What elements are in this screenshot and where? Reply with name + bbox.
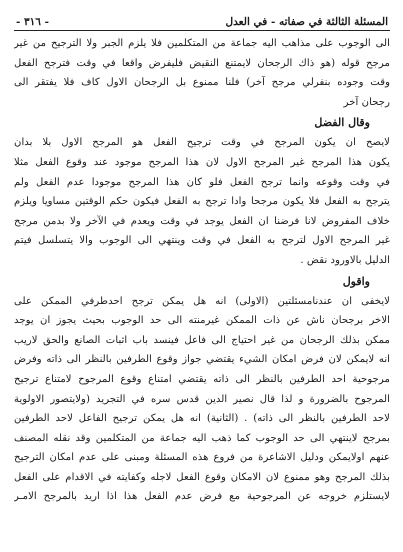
header-rule bbox=[14, 30, 390, 31]
paragraph-3 bbox=[14, 292, 390, 508]
text-line: الاخر برجحان ناش عن ذات الممكن غيرمنته الى حد الوجوب بحيث يجوز ان يوجد bbox=[14, 315, 390, 327]
text-line: لاحد الطرفين بالنظر الى ذاته) . (الثانية) انه هل يمكن ترجيح الفاعل لاحد الطرفين bbox=[14, 413, 390, 425]
book-page bbox=[14, 6, 390, 546]
text-line: الى الوجوب على مذاهب اليه جماعة من المتكلمين فلا يلزم الجبر ولا الترجيح من غير bbox=[14, 38, 390, 49]
text-line: خلاف المفروض لانا فرضنا ان الفعل يوجد في وقت ويعدم في الآخر ولا بدمن مرجح bbox=[14, 215, 390, 227]
running-title: المسئلة الثالثة في صفاته - في العدل bbox=[225, 16, 388, 28]
text-line: مرجح قوله (هو ذاك الرجحان لايمتنع النقيض فليفرض واقعا في وقت فترجح الفعل bbox=[14, 57, 390, 69]
text-line: غير المرجح الاول لترجح به الفعل في وقت وينتهي الى الوجوب والا يتسلسل فيتم bbox=[14, 235, 390, 247]
paragraph-1 bbox=[14, 34, 390, 112]
text-line: يكون هذا المرجح غير المرجح الاول لان هذا المرجح موجود عند وقوع الفعل مثلا bbox=[14, 156, 390, 168]
text-line: عنهم اولايمكن ودليل الاشاعرة من فروع هذه المسئلة ومبنى على عدم امكان الترجيح bbox=[14, 452, 390, 464]
text-line: في وقت وقوعه وانما ترجح الفعل فلو كان هذا المرجح موجودا عدم الفعل ولم bbox=[14, 176, 390, 188]
text-line: بمرجح لاينتهي الى حد الوجوب كما ذهب اليه جماعة من المتكلمين وقد نقله المصنف bbox=[14, 432, 390, 444]
text-line: الدليل بالاورود نقض . bbox=[300, 254, 390, 266]
text-line: بذلك المرجح وهو ممنوع لان الامكان وقوع الفعل لاجله وكفايته في الاقدام على الفعل bbox=[14, 471, 390, 483]
text-line: ممكن بذلك الرجحان من غير احتياج الى فاعل فينسد باب اثبات الصانع والحق لاريب bbox=[14, 334, 390, 346]
section-heading: واقول bbox=[342, 274, 370, 288]
text-line: مرجوحية احد الطرفين بالنظر الى ذاته يقتضي امتناع وقوع المرجوح لامتناع ترجيح bbox=[14, 373, 390, 385]
section-heading: وقال الفضل bbox=[314, 116, 370, 130]
text-line: لايصح ان يكون المرجح في وقت ترجيح الفعل هو المرجح الاول بلا بدان bbox=[14, 137, 390, 149]
text-line: انه لايمكن لان فرض امكان الشيء يقتضي جواز وقوع الطرفين بالنظر الى ذاته وفرض bbox=[14, 354, 390, 366]
text-line: رجحان آخر bbox=[343, 96, 390, 108]
text-line: لايستلزم خروجه عن المرجوحية مع فرض عدم الفعل هذا اذا اريد بالمرجح الامـر bbox=[14, 491, 390, 503]
text-line: المرجوح بالضرورة و لذا قال نصير الدين قدس سره في التجريد (ولايتصور الاولوية bbox=[14, 393, 390, 405]
text-line: لايخفى ان عندنامسئلتين (الاولى) انه هل يمكن ترجح احدطرفي الممكن على bbox=[14, 295, 390, 307]
paragraph-2 bbox=[14, 133, 390, 270]
text-line: وقت وجوده بنفرلي مرجح آخر) فلنا ممنوع بل الرجحان الاول كاف فلا يفتقر الى bbox=[14, 77, 390, 89]
page-header bbox=[14, 6, 390, 28]
text-line: يترجح به الفعل فلا يكون مرجحا وادا ترجح به الفعل فيكون حكم الوقتين مساويا ويلزم bbox=[14, 196, 390, 208]
page-number: - ٣١٦ - bbox=[16, 16, 49, 28]
